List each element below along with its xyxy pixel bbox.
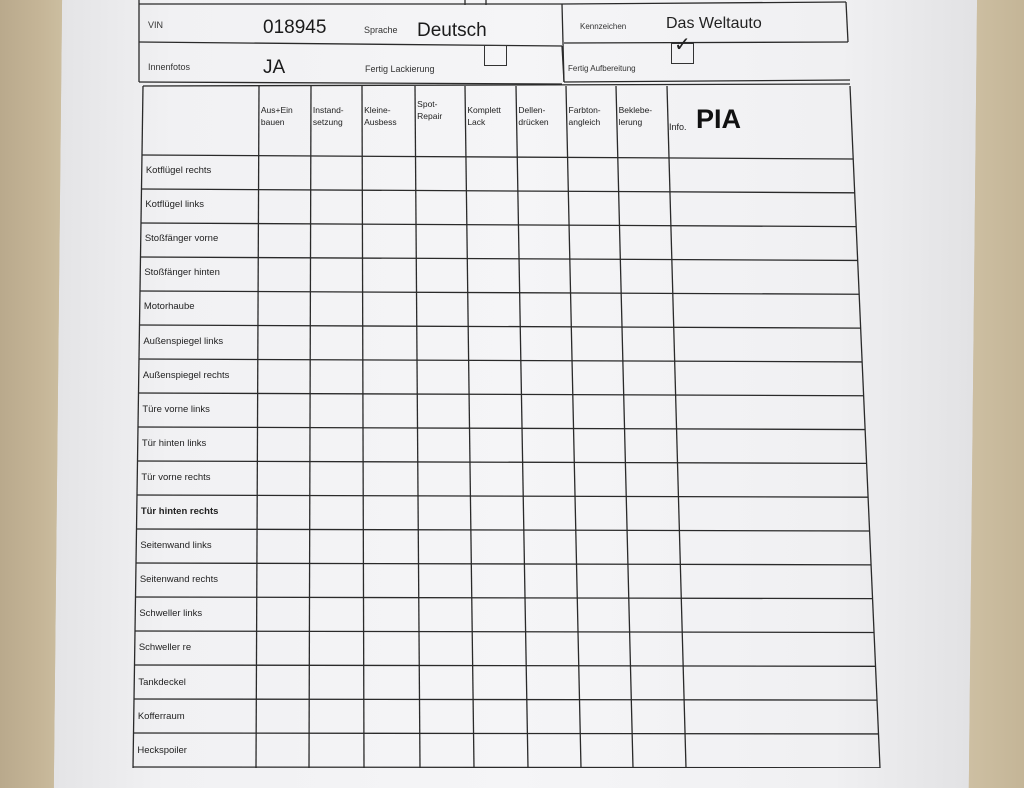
info-label: Info.: [669, 122, 687, 132]
row-label: Seitenwand links: [140, 540, 212, 552]
grid-line: [139, 325, 860, 328]
row-label: Schweller re: [138, 642, 192, 654]
row-label: Motorhaube: [143, 301, 195, 313]
kennzeichen-label: Kennzeichen: [580, 22, 627, 31]
row-label: Seitenwand rechts: [139, 574, 218, 586]
innenfotos-value[interactable]: JA: [263, 57, 286, 78]
row-label: Kotflügel links: [145, 199, 204, 211]
grid-line: [140, 257, 857, 260]
grid-line: [138, 427, 865, 430]
grid-line: [134, 733, 879, 734]
row-label: Tankdeckel: [138, 676, 186, 688]
column-header-line: Aus+Ein: [260, 105, 293, 115]
column-header-line: Komplett: [467, 105, 501, 115]
column-header-line: drücken: [518, 117, 549, 127]
kennzeichen-value[interactable]: Das Weltauto: [666, 15, 762, 32]
row-label: Tür vorne rechts: [141, 471, 211, 483]
grid-line: [141, 223, 856, 227]
column-header-line: Dellen-: [518, 105, 546, 115]
checkmark-icon: ✓: [674, 34, 691, 56]
grid-line: [138, 393, 863, 396]
grid-line: [134, 699, 877, 700]
grid-line: [562, 2, 846, 4]
column-header: [417, 98, 442, 122]
grid-line: [136, 597, 873, 599]
innenfotos-label: Innenfotos: [148, 62, 191, 72]
column-header: [261, 104, 293, 128]
fertig-lackierung-checkbox[interactable]: [484, 45, 507, 66]
column-header: [313, 104, 344, 128]
grid-line: [137, 529, 870, 531]
grid-line: [140, 291, 859, 294]
info-value[interactable]: PIA: [696, 104, 742, 134]
column-header-line: Farbton-: [568, 105, 601, 115]
row-label: Kofferraum: [137, 710, 185, 722]
row-label: Stoßfänger hinten: [144, 267, 220, 279]
grid-line: [141, 189, 854, 193]
row-label: Heckspoiler: [137, 744, 187, 756]
grid-line: [142, 155, 853, 159]
row-label: Kotflügel rechts: [145, 165, 212, 177]
column-header: [619, 104, 653, 128]
column-header-line: Kleine-: [364, 105, 391, 115]
grid-line: [135, 665, 876, 666]
grid-line: [139, 82, 562, 84]
vin-value[interactable]: 018945: [263, 17, 327, 38]
grid-line: [136, 563, 871, 565]
column-header-line: Lack: [467, 117, 486, 127]
column-header: [569, 104, 601, 128]
column-header-line: Instand-: [312, 105, 344, 115]
row-label: Tür hinten rechts: [140, 506, 219, 518]
column-header-line: Repair: [417, 111, 443, 121]
column-header-line: Beklebe-: [618, 105, 653, 115]
column-header-line: Ausbess: [364, 117, 397, 127]
grid-line: [846, 2, 848, 42]
column-header: [467, 104, 501, 128]
column-header-line: lerung: [618, 117, 643, 127]
row-label: Türe vorne links: [142, 403, 210, 415]
grid-line: [138, 461, 867, 463]
column-header-line: bauen: [260, 117, 285, 127]
grid-line: [139, 359, 862, 362]
column-header-line: angleich: [568, 117, 601, 127]
column-header: [364, 104, 397, 128]
row-label: Außenspiegel rechts: [142, 369, 230, 381]
sprache-label: Sprache: [364, 25, 398, 35]
column-header-line: setzung: [312, 117, 343, 127]
row-label: Außenspiegel links: [143, 335, 224, 347]
grid-line: [564, 42, 848, 43]
row-label: Stoßfänger vorne: [144, 233, 219, 245]
row-label: Tür hinten links: [141, 437, 207, 449]
fertig-lackierung-label: Fertig Lackierung: [365, 64, 435, 74]
grid-line: [135, 631, 874, 632]
grid-line: [564, 80, 850, 82]
vin-label: VIN: [148, 20, 164, 30]
sprache-value[interactable]: Deutsch: [417, 20, 487, 41]
row-label: Schweller links: [139, 608, 203, 620]
grid-line: [137, 495, 868, 497]
column-header: [518, 104, 548, 128]
fertig-aufbereitung-label: Fertig Aufbereitung: [568, 64, 636, 73]
column-header-line: Spot-: [417, 99, 438, 109]
